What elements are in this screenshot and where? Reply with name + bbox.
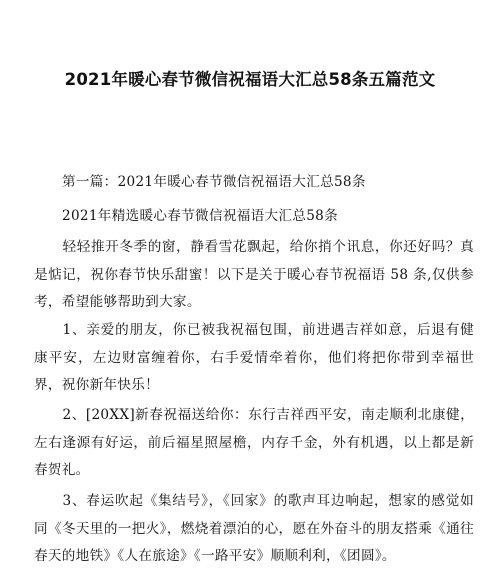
document-title: 2021年暖心春节微信祝福语大汇总58条五篇范文 <box>64 70 436 89</box>
blessing-paragraph-3: 3、春运吹起《集结号》，《回家》的歌声耳边响起，想家的感觉如同《冬天里的一把火》，燃烧着漂泊的心，愿在外奋斗的朋友搭乘《通往春天的地铁》《人在旅途》《一路平安》顺顺利利，《团圆》。 <box>34 493 474 564</box>
subheading: 2021年精选暖心春节微信祝福语大汇总58条 <box>62 208 338 224</box>
blessing-paragraph-2: 2、[20XX]新春祝福送给你：东行吉祥西平安，南走顺利北康健，左右逢源有好运，前后福星照屋檐，内存千金，外有机遇，以上都是新春贺礼。 <box>34 407 474 478</box>
section-heading: 第一篇：2021年暖心春节微信祝福语大汇总58条 <box>62 174 366 190</box>
intro-paragraph: 轻轻推开冬季的窗，静看雪花飘起，给你捎个讯息，你还好吗？真是惦记，祝你春节快乐甜蜜！以下是关于暖心春节祝福语 58 条,仅供参考，希望能够帮助到大家。 <box>34 239 474 310</box>
blessing-paragraph-1: 1、亲爱的朋友，你已被我祝福包围，前进遇吉祥如意，后退有健康平安，左边财富缠着你，右手爱情牵着你，他们将把你带到幸福世界，祝你新年快乐！ <box>34 322 474 393</box>
